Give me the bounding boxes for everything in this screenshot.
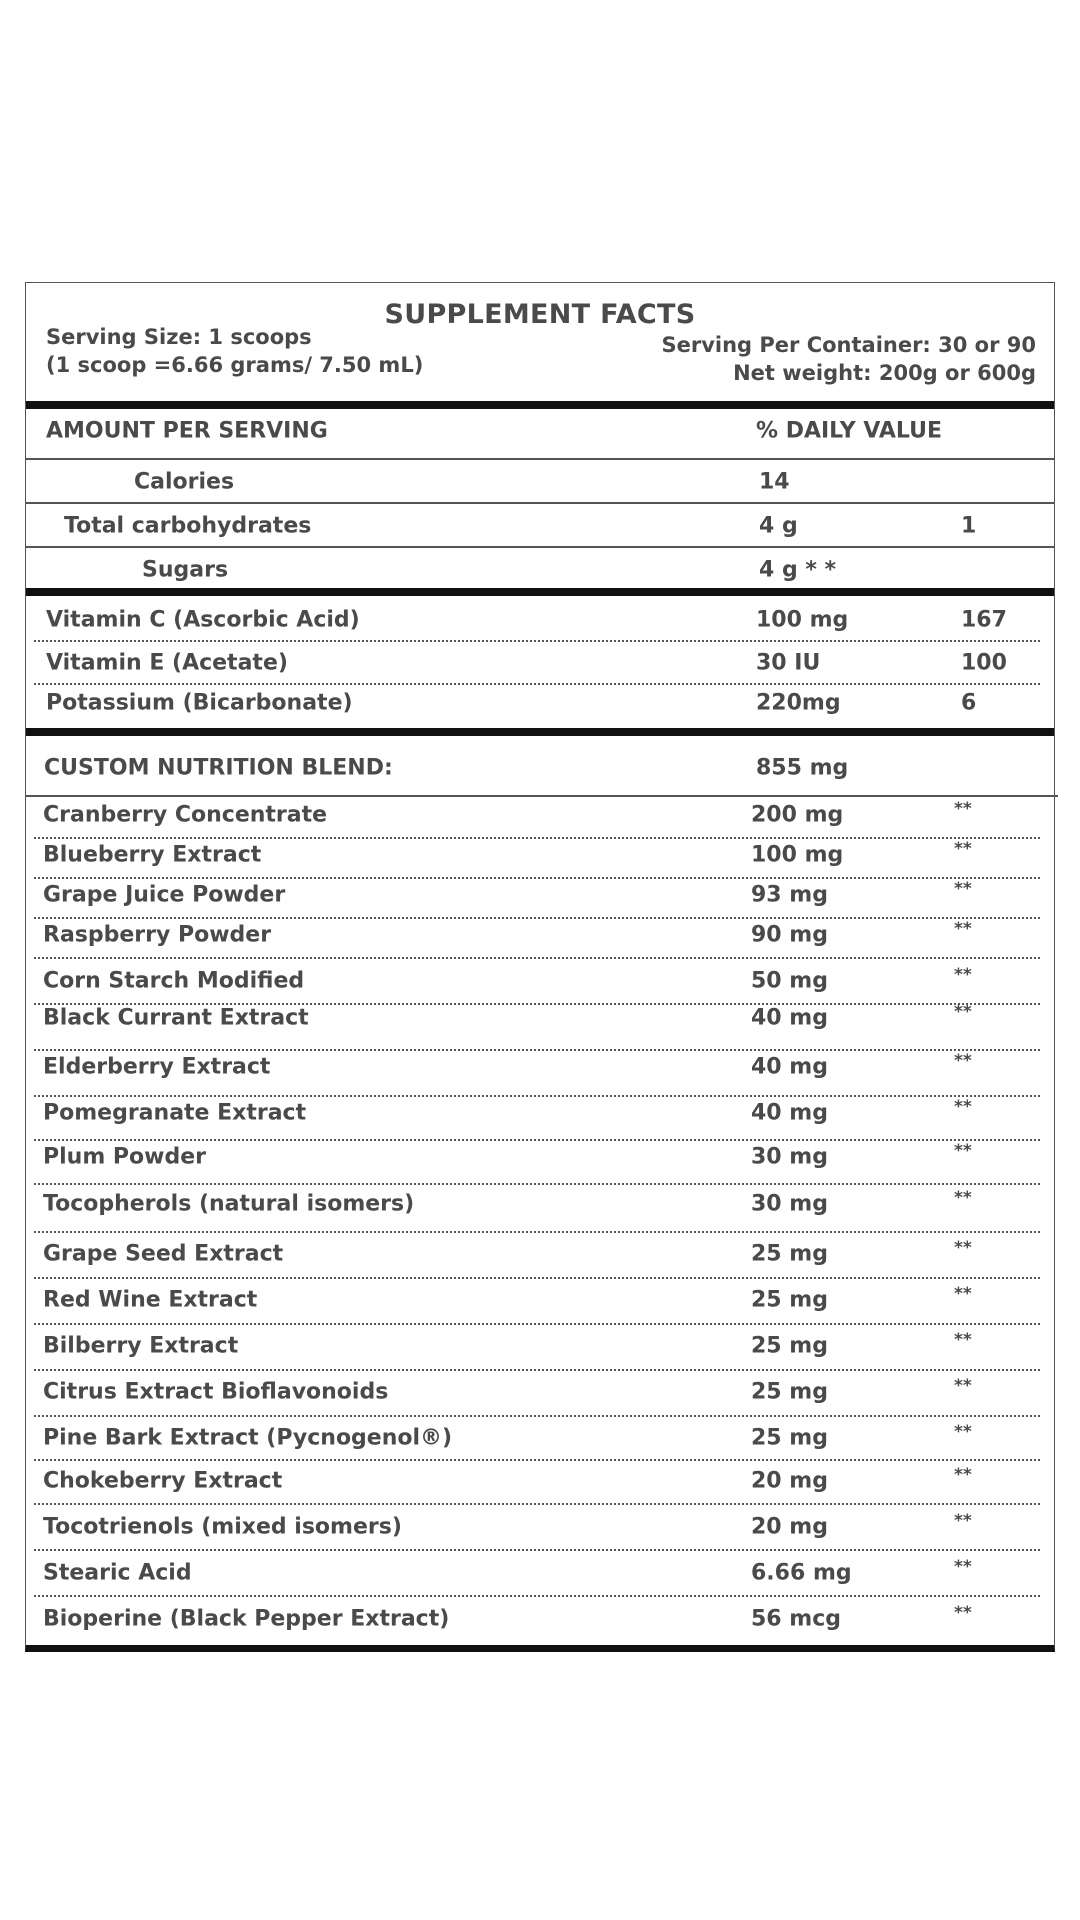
- supplement-facts-panel: [25, 282, 1055, 1652]
- ingredient-amount: 200 mg: [751, 802, 844, 828]
- ingredient-amount: 50 mg: [751, 968, 828, 994]
- ingredient-amount: 56 mcg: [751, 1606, 841, 1632]
- ingredient-row: [26, 1232, 1054, 1276]
- ingredient-daily-value: **: [954, 1422, 972, 1442]
- vitamin-amount: 30 IU: [756, 650, 821, 676]
- ingredient-amount: 25 mg: [751, 1241, 828, 1267]
- blend-row: [26, 743, 1054, 793]
- ingredient-row: [26, 1416, 1054, 1460]
- dotted-divider: [34, 1459, 1040, 1461]
- ingredient-row: [26, 1370, 1054, 1414]
- ingredient-name: Red Wine Extract: [43, 1287, 258, 1313]
- daily-value-label: % DAILY VALUE: [756, 418, 943, 444]
- dotted-divider: [34, 1595, 1040, 1597]
- ingredient-name: Cranberry Concentrate: [43, 802, 328, 828]
- vitamin-daily-value: 6: [961, 690, 977, 716]
- ingredient-daily-value: **: [954, 839, 972, 859]
- vitamin-row: [26, 641, 1054, 685]
- ingredient-row: [26, 793, 1054, 837]
- ingredient-row: [26, 1324, 1054, 1368]
- dotted-divider: [34, 1549, 1040, 1551]
- ingredient-name: Pine Bark Extract (Pycnogenol®): [43, 1425, 453, 1451]
- blend-amount: 855 mg: [756, 755, 849, 781]
- ingredient-daily-value: **: [954, 1284, 972, 1304]
- ingredient-daily-value: **: [954, 879, 972, 899]
- ingredient-daily-value: **: [954, 1188, 972, 1208]
- ingredient-daily-value: **: [954, 919, 972, 939]
- dotted-divider: [34, 917, 1040, 919]
- nutrient-row: [26, 548, 1054, 592]
- ingredient-amount: 40 mg: [751, 1100, 828, 1126]
- ingredient-amount: 100 mg: [751, 842, 844, 868]
- ingredient-row: [26, 913, 1054, 957]
- ingredient-name: Black Currant Extract: [43, 1005, 309, 1031]
- ingredient-daily-value: **: [954, 1141, 972, 1161]
- vitamin-amount: 100 mg: [756, 607, 849, 633]
- net-weight: Net weight: 200g or 600g: [733, 361, 1036, 385]
- ingredient-amount: 40 mg: [751, 1005, 828, 1031]
- vitamin-daily-value: 100: [961, 650, 1007, 676]
- ingredient-amount: 20 mg: [751, 1468, 828, 1494]
- servings-per-container: Serving Per Container: 30 or 90: [661, 333, 1036, 357]
- ingredient-daily-value: **: [954, 1376, 972, 1396]
- ingredient-daily-value: **: [954, 1511, 972, 1531]
- vitamin-name: Potassium (Bicarbonate): [46, 690, 353, 716]
- dotted-divider: [34, 837, 1040, 839]
- ingredient-daily-value: **: [954, 1002, 972, 1022]
- ingredient-name: Tocotrienols (mixed isomers): [43, 1514, 402, 1540]
- ingredient-daily-value: **: [954, 1603, 972, 1623]
- scoop-weight: (1 scoop =6.66 grams/ 7.50 mL): [46, 353, 424, 377]
- ingredient-daily-value: **: [954, 1557, 972, 1577]
- ingredient-row: [26, 1597, 1054, 1641]
- dotted-divider: [34, 1003, 1040, 1005]
- ingredient-amount: 25 mg: [751, 1379, 828, 1405]
- dotted-divider: [34, 957, 1040, 959]
- dotted-divider: [34, 1183, 1040, 1185]
- ingredient-amount: 25 mg: [751, 1333, 828, 1359]
- thick-divider: [26, 728, 1054, 736]
- dotted-divider: [34, 1277, 1040, 1279]
- ingredient-name: Tocopherols (natural isomers): [43, 1191, 415, 1217]
- ingredient-row: [26, 833, 1054, 877]
- ingredient-name: Raspberry Powder: [43, 922, 272, 948]
- ingredient-daily-value: **: [954, 1051, 972, 1071]
- nutrient-amount: 4 g: [759, 513, 798, 539]
- vitamin-row: [26, 681, 1054, 725]
- nutrient-name: Sugars: [142, 557, 229, 583]
- ingredient-row: [26, 1505, 1054, 1549]
- ingredient-name: Bilberry Extract: [43, 1333, 239, 1359]
- thick-divider: [26, 401, 1054, 409]
- amount-header-row: [26, 409, 1054, 453]
- nutrient-daily-value: 1: [961, 513, 977, 539]
- ingredient-name: Bioperine (Black Pepper Extract): [43, 1606, 450, 1632]
- ingredient-name: Blueberry Extract: [43, 842, 262, 868]
- ingredient-name: Grape Seed Extract: [43, 1241, 284, 1267]
- dotted-divider: [34, 1503, 1040, 1505]
- ingredient-amount: 25 mg: [751, 1287, 828, 1313]
- ingredient-row: [26, 1459, 1054, 1503]
- thick-divider: [26, 588, 1054, 596]
- ingredient-name: Pomegranate Extract: [43, 1100, 307, 1126]
- ingredient-row: [26, 1182, 1054, 1226]
- ingredient-row: [26, 1551, 1054, 1595]
- vitamin-name: Vitamin C (Ascorbic Acid): [46, 607, 360, 633]
- dotted-divider: [34, 1049, 1040, 1051]
- dotted-divider: [34, 1369, 1040, 1371]
- ingredient-row: [26, 873, 1054, 917]
- nutrient-amount: 4 g * *: [759, 557, 837, 583]
- ingredient-daily-value: **: [954, 1330, 972, 1350]
- ingredient-row: [26, 1045, 1054, 1089]
- amount-per-serving-label: AMOUNT PER SERVING: [46, 418, 328, 444]
- ingredient-row: [26, 1135, 1054, 1179]
- serving-size: Serving Size: 1 scoops: [46, 325, 312, 349]
- vitamin-name: Vitamin E (Acetate): [46, 650, 288, 676]
- nutrient-amount: 14: [759, 469, 790, 495]
- vitamin-daily-value: 167: [961, 607, 1007, 633]
- nutrient-name: Calories: [134, 469, 235, 495]
- ingredient-amount: 6.66 mg: [751, 1560, 852, 1586]
- ingredient-daily-value: **: [954, 1238, 972, 1258]
- dotted-divider: [34, 1323, 1040, 1325]
- ingredient-amount: 25 mg: [751, 1425, 828, 1451]
- ingredient-daily-value: **: [954, 1465, 972, 1485]
- ingredient-amount: 40 mg: [751, 1054, 828, 1080]
- ingredient-daily-value: **: [954, 965, 972, 985]
- blend-name: CUSTOM NUTRITION BLEND:: [44, 755, 393, 781]
- ingredient-name: Grape Juice Powder: [43, 882, 286, 908]
- nutrient-row: [26, 504, 1054, 548]
- dotted-divider: [34, 877, 1040, 879]
- ingredient-daily-value: **: [954, 799, 972, 819]
- ingredient-name: Stearic Acid: [43, 1560, 192, 1586]
- nutrient-row: [26, 460, 1054, 504]
- ingredient-daily-value: **: [954, 1097, 972, 1117]
- ingredient-name: Citrus Extract Bioflavonoids: [43, 1379, 389, 1405]
- panel-title: SUPPLEMENT FACTS: [384, 299, 696, 330]
- dotted-divider: [34, 1139, 1040, 1141]
- ingredient-amount: 93 mg: [751, 882, 828, 908]
- ingredient-amount: 30 mg: [751, 1144, 828, 1170]
- ingredient-row: [26, 1091, 1054, 1135]
- ingredient-name: Chokeberry Extract: [43, 1468, 283, 1494]
- ingredient-amount: 90 mg: [751, 922, 828, 948]
- nutrient-name: Total carbohydrates: [64, 513, 312, 539]
- ingredient-amount: 20 mg: [751, 1514, 828, 1540]
- ingredient-name: Corn Starch Modified: [43, 968, 305, 994]
- ingredient-name: Plum Powder: [43, 1144, 206, 1170]
- dotted-divider: [34, 1095, 1040, 1097]
- dotted-divider: [34, 1231, 1040, 1233]
- vitamin-amount: 220mg: [756, 690, 841, 716]
- ingredient-row: [26, 1278, 1054, 1322]
- dotted-divider: [34, 1415, 1040, 1417]
- vitamin-row: [26, 598, 1054, 642]
- ingredient-name: Elderberry Extract: [43, 1054, 271, 1080]
- ingredient-amount: 30 mg: [751, 1191, 828, 1217]
